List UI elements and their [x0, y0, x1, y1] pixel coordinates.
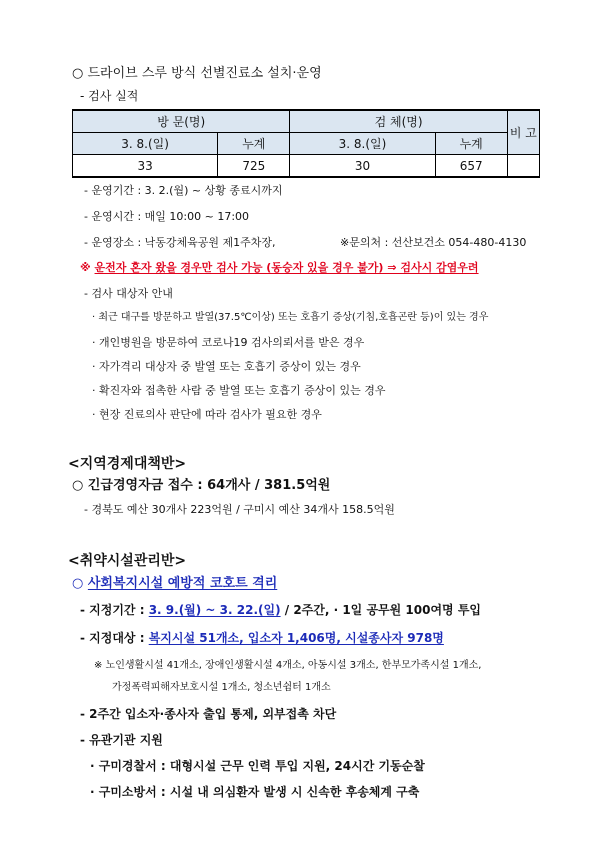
test-target-title: - 검사 대상자 안내: [84, 287, 173, 300]
support-item: · 구미경찰서 : 대형시설 근무 인력 투입 지원, 24시간 기동순찰: [90, 759, 425, 773]
visit-day-value: 33: [73, 155, 218, 178]
test-target-item: · 개인병원을 방문하여 코로나19 검사의뢰서를 받은 경우: [92, 336, 365, 349]
support-item: · 구미소방서 : 시설 내 의심환자 발생 시 신속한 후송체계 구축: [90, 785, 420, 799]
test-target-item: · 최근 대구를 방문하고 발열(37.5℃이상) 또는 호흡기 증상(기침,호흡곤란 등)이 있는 경우: [92, 312, 489, 323]
drive-thru-title: ○ 드라이브 스루 방식 선별진료소 설치·운영: [72, 66, 322, 81]
test-total-value: 657: [435, 155, 507, 178]
target-label: - 지정대상 :: [80, 631, 145, 645]
economy-detail: - 경북도 예산 30개사 223억원 / 구미시 예산 34개사 158.5억원: [84, 503, 395, 516]
visit-total-header: 누계: [218, 133, 290, 155]
visit-total-value: 725: [218, 155, 290, 178]
test-results-subtitle: - 검사 실적: [80, 89, 139, 103]
period-label: - 지정기간 :: [80, 603, 145, 617]
facility-note-continued: 가정폭력피해자보호시설 1개소, 청소년쉼터 1개소: [112, 682, 331, 693]
economy-heading: <지역경제대책반>: [68, 456, 187, 472]
warning-notice: [80, 261, 479, 274]
test-target-item: · 자가격리 대상자 중 발열 또는 호흡기 증상이 있는 경우: [92, 360, 361, 373]
test-target-item: · 현장 진료의사 판단에 따라 검사가 필요한 경우: [92, 408, 322, 421]
operating-hours: - 운영시간 : 매일 10:00 ~ 17:00: [84, 210, 250, 223]
period-dates: 3. 9.(월) ~ 3. 22.(일): [148, 603, 281, 617]
remark-value: [507, 155, 539, 178]
cohort-bullet: ○: [72, 576, 84, 591]
facility-note: ※ 노인생활시설 41개소, 장애인생활시설 4개소, 아동시설 3개소, 한부모가족시설 1개소,: [94, 660, 482, 671]
cohort-title: 사회복지시설 예방적 코호트 격리: [87, 576, 278, 591]
test-date-header: 3. 8.(일): [290, 133, 435, 155]
test-results-table: [72, 109, 540, 178]
inquiry-contact: ※문의처 : 선산보건소 054-480-4130: [340, 236, 527, 249]
designation-period: [80, 603, 481, 617]
remark-header: 비 고: [507, 110, 539, 155]
designation-target: [80, 631, 444, 645]
warning-text: 운전자 혼자 왔을 경우만 검사 가능 (동승자 있을 경우 불가) ⇒ 검사시 감염우려: [94, 261, 479, 274]
test-target-item: · 확진자와 접촉한 사람 중 발열 또는 호흡기 증상이 있는 경우: [92, 384, 386, 397]
operating-location: - 운영장소 : 낙동강체육공원 제1주차장,: [84, 236, 276, 249]
operating-period: - 운영기간 : 3. 2.(월) ~ 상황 종료시까지: [84, 184, 283, 197]
cohort-isolation-item: [72, 576, 277, 592]
vulnerable-heading: <취약시설관리반>: [68, 553, 187, 569]
warning-mark: ※: [80, 261, 91, 274]
economy-item: ○ 긴급경영자금 접수 : 64개사 / 381.5억원: [72, 478, 331, 493]
period-rest: / 2주간, · 1일 공무원 100여명 투입: [284, 603, 482, 617]
test-total-header: 누계: [435, 133, 507, 155]
target-value: 복지시설 51개소, 입소자 1,406명, 시설종사자 978명: [148, 631, 444, 645]
visit-header: 방 문(명): [73, 110, 290, 133]
test-day-value: 30: [290, 155, 435, 178]
test-header: 검 체(명): [290, 110, 507, 133]
access-control: - 2주간 입소자·종사자 출입 통제, 외부접촉 차단: [80, 707, 337, 721]
support-title: - 유관기관 지원: [80, 733, 163, 747]
visit-date-header: 3. 8.(일): [73, 133, 218, 155]
